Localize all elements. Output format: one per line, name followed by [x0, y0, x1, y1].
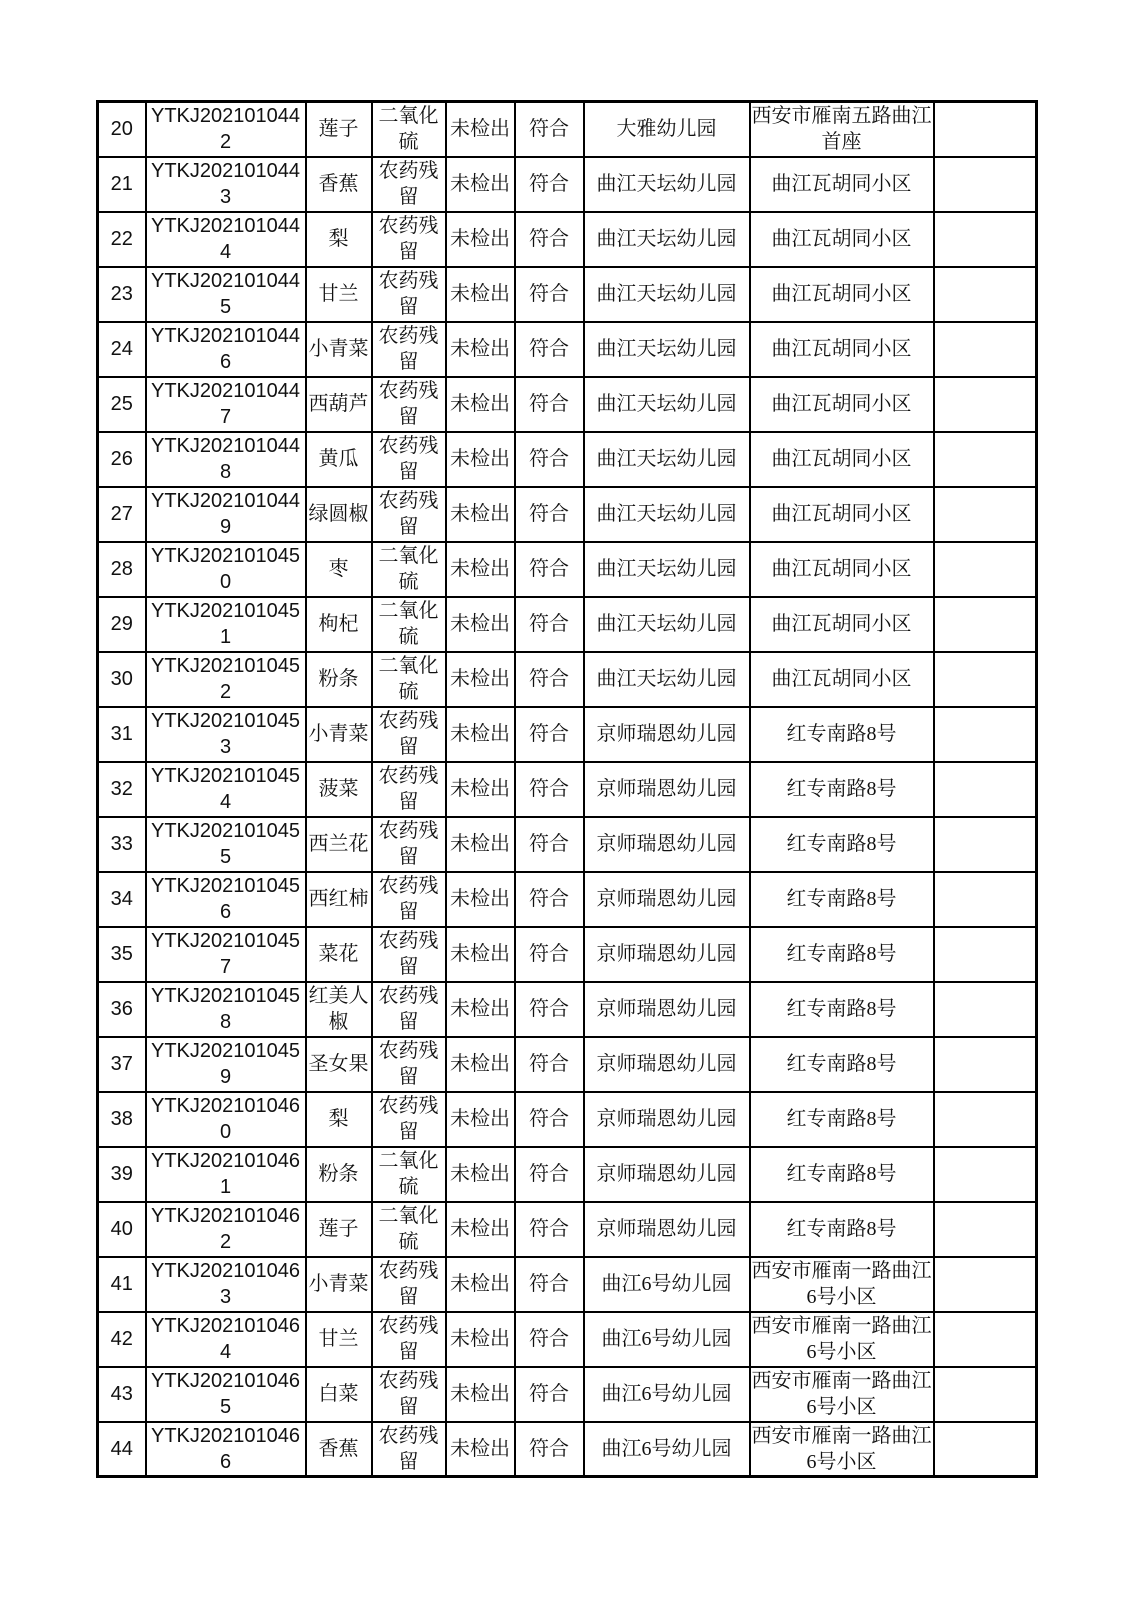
cell-facility-name: 曲江6号幼儿园: [584, 1257, 750, 1312]
cell-row-number: 41: [98, 1257, 146, 1312]
cell-test-result: 未检出: [446, 322, 515, 377]
cell-conclusion: 符合: [515, 212, 584, 267]
cell-sample-code: YTKJ2021010446: [146, 322, 306, 377]
cell-remark: [934, 1147, 1037, 1202]
cell-address: 曲江瓦胡同小区: [750, 377, 934, 432]
cell-test-result: 未检出: [446, 1092, 515, 1147]
table-row: [98, 322, 1037, 377]
cell-sample-name: 圣女果: [306, 1037, 372, 1092]
table-row: [98, 817, 1037, 872]
cell-sample-name: 小青菜: [306, 322, 372, 377]
cell-sample-name: 莲子: [306, 102, 372, 157]
cell-test-result: 未检出: [446, 1257, 515, 1312]
cell-sample-code: YTKJ2021010461: [146, 1147, 306, 1202]
cell-sample-name: 小青菜: [306, 707, 372, 762]
cell-sample-name: 小青菜: [306, 1257, 372, 1312]
cell-test-item: 农药残留: [372, 927, 446, 982]
cell-test-result: 未检出: [446, 817, 515, 872]
cell-row-number: 26: [98, 432, 146, 487]
cell-sample-name: 粉条: [306, 1147, 372, 1202]
cell-address: 曲江瓦胡同小区: [750, 542, 934, 597]
cell-test-item: 农药残留: [372, 762, 446, 817]
cell-sample-code: YTKJ2021010449: [146, 487, 306, 542]
cell-row-number: 24: [98, 322, 146, 377]
cell-test-result: 未检出: [446, 927, 515, 982]
cell-facility-name: 京师瑞恩幼儿园: [584, 982, 750, 1037]
cell-test-result: 未检出: [446, 487, 515, 542]
table-row: [98, 1037, 1037, 1092]
cell-address: 西安市雁南一路曲江6号小区: [750, 1312, 934, 1367]
cell-facility-name: 曲江天坛幼儿园: [584, 212, 750, 267]
cell-row-number: 34: [98, 872, 146, 927]
cell-sample-name: 枣: [306, 542, 372, 597]
table-row: [98, 157, 1037, 212]
cell-address: 红专南路8号: [750, 1202, 934, 1257]
cell-facility-name: 京师瑞恩幼儿园: [584, 1092, 750, 1147]
cell-sample-code: YTKJ2021010457: [146, 927, 306, 982]
cell-remark: [934, 927, 1037, 982]
cell-row-number: 20: [98, 102, 146, 157]
cell-facility-name: 京师瑞恩幼儿园: [584, 762, 750, 817]
cell-sample-code: YTKJ2021010466: [146, 1422, 306, 1477]
cell-sample-name: 红美人椒: [306, 982, 372, 1037]
cell-row-number: 42: [98, 1312, 146, 1367]
table-row: [98, 652, 1037, 707]
cell-address: 红专南路8号: [750, 1147, 934, 1202]
cell-test-item: 二氧化硫: [372, 652, 446, 707]
cell-sample-name: 西红柿: [306, 872, 372, 927]
cell-sample-name: 西葫芦: [306, 377, 372, 432]
cell-test-result: 未检出: [446, 1422, 515, 1477]
cell-test-item: 农药残留: [372, 982, 446, 1037]
cell-address: 西安市雁南一路曲江6号小区: [750, 1257, 934, 1312]
cell-address: 红专南路8号: [750, 762, 934, 817]
cell-address: 红专南路8号: [750, 1037, 934, 1092]
cell-address: 西安市雁南五路曲江首座: [750, 102, 934, 157]
cell-remark: [934, 542, 1037, 597]
cell-conclusion: 符合: [515, 157, 584, 212]
cell-sample-name: 绿圆椒: [306, 487, 372, 542]
cell-conclusion: 符合: [515, 652, 584, 707]
cell-conclusion: 符合: [515, 267, 584, 322]
cell-test-result: 未检出: [446, 267, 515, 322]
cell-address: 红专南路8号: [750, 1092, 934, 1147]
cell-test-item: 农药残留: [372, 1422, 446, 1477]
cell-conclusion: 符合: [515, 872, 584, 927]
cell-sample-name: 西兰花: [306, 817, 372, 872]
cell-facility-name: 曲江天坛幼儿园: [584, 597, 750, 652]
cell-row-number: 37: [98, 1037, 146, 1092]
cell-address: 曲江瓦胡同小区: [750, 212, 934, 267]
cell-sample-code: YTKJ2021010443: [146, 157, 306, 212]
cell-test-item: 农药残留: [372, 432, 446, 487]
cell-sample-name: 香蕉: [306, 157, 372, 212]
cell-sample-name: 枸杞: [306, 597, 372, 652]
cell-facility-name: 京师瑞恩幼儿园: [584, 707, 750, 762]
cell-test-result: 未检出: [446, 597, 515, 652]
cell-sample-code: YTKJ2021010460: [146, 1092, 306, 1147]
cell-row-number: 40: [98, 1202, 146, 1257]
cell-remark: [934, 1312, 1037, 1367]
cell-remark: [934, 1202, 1037, 1257]
cell-row-number: 21: [98, 157, 146, 212]
cell-sample-code: YTKJ2021010447: [146, 377, 306, 432]
table-row: [98, 597, 1037, 652]
cell-remark: [934, 1257, 1037, 1312]
cell-test-item: 农药残留: [372, 1367, 446, 1422]
cell-conclusion: 符合: [515, 707, 584, 762]
cell-sample-code: YTKJ2021010465: [146, 1367, 306, 1422]
cell-test-result: 未检出: [446, 1312, 515, 1367]
cell-sample-name: 粉条: [306, 652, 372, 707]
cell-sample-code: YTKJ2021010450: [146, 542, 306, 597]
cell-sample-code: YTKJ2021010445: [146, 267, 306, 322]
cell-conclusion: 符合: [515, 542, 584, 597]
cell-sample-code: YTKJ2021010455: [146, 817, 306, 872]
table-row: [98, 1422, 1037, 1477]
cell-sample-code: YTKJ2021010451: [146, 597, 306, 652]
cell-test-result: 未检出: [446, 1147, 515, 1202]
cell-conclusion: 符合: [515, 982, 584, 1037]
cell-test-result: 未检出: [446, 102, 515, 157]
cell-test-item: 农药残留: [372, 1092, 446, 1147]
cell-remark: [934, 1092, 1037, 1147]
cell-test-item: 农药残留: [372, 322, 446, 377]
cell-address: 红专南路8号: [750, 872, 934, 927]
cell-remark: [934, 1422, 1037, 1477]
cell-remark: [934, 157, 1037, 212]
cell-conclusion: 符合: [515, 1422, 584, 1477]
cell-test-item: 农药残留: [372, 212, 446, 267]
cell-row-number: 33: [98, 817, 146, 872]
cell-conclusion: 符合: [515, 817, 584, 872]
cell-test-result: 未检出: [446, 432, 515, 487]
cell-test-item: 农药残留: [372, 1312, 446, 1367]
cell-remark: [934, 762, 1037, 817]
cell-address: 西安市雁南一路曲江6号小区: [750, 1422, 934, 1477]
cell-row-number: 43: [98, 1367, 146, 1422]
cell-row-number: 25: [98, 377, 146, 432]
cell-facility-name: 京师瑞恩幼儿园: [584, 927, 750, 982]
cell-facility-name: 曲江天坛幼儿园: [584, 377, 750, 432]
table-row: [98, 1257, 1037, 1312]
table-row: [98, 542, 1037, 597]
cell-address: 曲江瓦胡同小区: [750, 597, 934, 652]
cell-facility-name: 曲江天坛幼儿园: [584, 322, 750, 377]
cell-facility-name: 曲江天坛幼儿园: [584, 267, 750, 322]
cell-test-result: 未检出: [446, 707, 515, 762]
cell-remark: [934, 982, 1037, 1037]
cell-address: 红专南路8号: [750, 707, 934, 762]
cell-conclusion: 符合: [515, 1367, 584, 1422]
cell-facility-name: 京师瑞恩幼儿园: [584, 1147, 750, 1202]
cell-row-number: 35: [98, 927, 146, 982]
cell-address: 红专南路8号: [750, 982, 934, 1037]
table-row: [98, 762, 1037, 817]
cell-sample-name: 莲子: [306, 1202, 372, 1257]
cell-remark: [934, 707, 1037, 762]
cell-sample-name: 甘兰: [306, 1312, 372, 1367]
cell-remark: [934, 872, 1037, 927]
cell-remark: [934, 487, 1037, 542]
cell-conclusion: 符合: [515, 1037, 584, 1092]
cell-facility-name: 曲江6号幼儿园: [584, 1422, 750, 1477]
cell-test-result: 未检出: [446, 762, 515, 817]
cell-sample-code: YTKJ2021010454: [146, 762, 306, 817]
cell-row-number: 38: [98, 1092, 146, 1147]
table-row: [98, 432, 1037, 487]
cell-facility-name: 曲江6号幼儿园: [584, 1312, 750, 1367]
table-row: [98, 927, 1037, 982]
cell-remark: [934, 1037, 1037, 1092]
inspection-results-table: [96, 100, 1038, 1478]
table-row: [98, 377, 1037, 432]
table-row: [98, 212, 1037, 267]
cell-remark: [934, 267, 1037, 322]
cell-row-number: 27: [98, 487, 146, 542]
cell-test-item: 二氧化硫: [372, 1147, 446, 1202]
table-row: [98, 267, 1037, 322]
cell-sample-code: YTKJ2021010452: [146, 652, 306, 707]
cell-test-result: 未检出: [446, 872, 515, 927]
table-row: [98, 872, 1037, 927]
cell-sample-code: YTKJ2021010448: [146, 432, 306, 487]
cell-conclusion: 符合: [515, 1202, 584, 1257]
cell-test-item: 二氧化硫: [372, 597, 446, 652]
cell-conclusion: 符合: [515, 322, 584, 377]
cell-remark: [934, 652, 1037, 707]
cell-conclusion: 符合: [515, 597, 584, 652]
cell-address: 西安市雁南一路曲江6号小区: [750, 1367, 934, 1422]
cell-row-number: 44: [98, 1422, 146, 1477]
table-row: [98, 1312, 1037, 1367]
cell-sample-name: 梨: [306, 212, 372, 267]
cell-conclusion: 符合: [515, 927, 584, 982]
cell-sample-code: YTKJ2021010458: [146, 982, 306, 1037]
cell-address: 曲江瓦胡同小区: [750, 267, 934, 322]
cell-row-number: 30: [98, 652, 146, 707]
cell-test-result: 未检出: [446, 1202, 515, 1257]
cell-conclusion: 符合: [515, 1312, 584, 1367]
cell-test-result: 未检出: [446, 212, 515, 267]
cell-test-result: 未检出: [446, 1367, 515, 1422]
cell-sample-code: YTKJ2021010453: [146, 707, 306, 762]
cell-test-result: 未检出: [446, 982, 515, 1037]
cell-test-result: 未检出: [446, 1037, 515, 1092]
cell-facility-name: 京师瑞恩幼儿园: [584, 872, 750, 927]
table-row: [98, 102, 1037, 157]
cell-test-item: 农药残留: [372, 1037, 446, 1092]
cell-test-item: 农药残留: [372, 872, 446, 927]
cell-remark: [934, 322, 1037, 377]
cell-remark: [934, 1367, 1037, 1422]
cell-remark: [934, 432, 1037, 487]
cell-test-result: 未检出: [446, 377, 515, 432]
table-row: [98, 1202, 1037, 1257]
cell-test-item: 农药残留: [372, 157, 446, 212]
cell-conclusion: 符合: [515, 1257, 584, 1312]
cell-sample-code: YTKJ2021010464: [146, 1312, 306, 1367]
cell-test-item: 农药残留: [372, 817, 446, 872]
cell-remark: [934, 212, 1037, 267]
table-row: [98, 982, 1037, 1037]
cell-test-item: 农药残留: [372, 707, 446, 762]
cell-remark: [934, 377, 1037, 432]
cell-address: 曲江瓦胡同小区: [750, 322, 934, 377]
cell-row-number: 29: [98, 597, 146, 652]
cell-facility-name: 京师瑞恩幼儿园: [584, 817, 750, 872]
cell-address: 曲江瓦胡同小区: [750, 157, 934, 212]
cell-address: 曲江瓦胡同小区: [750, 652, 934, 707]
cell-test-item: 农药残留: [372, 1257, 446, 1312]
cell-remark: [934, 817, 1037, 872]
table-row: [98, 1147, 1037, 1202]
cell-sample-code: YTKJ2021010463: [146, 1257, 306, 1312]
table-row: [98, 707, 1037, 762]
cell-test-item: 二氧化硫: [372, 102, 446, 157]
cell-conclusion: 符合: [515, 377, 584, 432]
cell-conclusion: 符合: [515, 487, 584, 542]
cell-sample-name: 菠菜: [306, 762, 372, 817]
cell-facility-name: 曲江天坛幼儿园: [584, 542, 750, 597]
cell-row-number: 39: [98, 1147, 146, 1202]
cell-conclusion: 符合: [515, 1147, 584, 1202]
cell-test-result: 未检出: [446, 652, 515, 707]
cell-remark: [934, 597, 1037, 652]
cell-test-item: 二氧化硫: [372, 1202, 446, 1257]
cell-row-number: 28: [98, 542, 146, 597]
cell-row-number: 23: [98, 267, 146, 322]
cell-facility-name: 曲江天坛幼儿园: [584, 487, 750, 542]
cell-facility-name: 曲江天坛幼儿园: [584, 432, 750, 487]
cell-facility-name: 曲江6号幼儿园: [584, 1367, 750, 1422]
cell-sample-name: 菜花: [306, 927, 372, 982]
cell-test-item: 农药残留: [372, 267, 446, 322]
cell-sample-name: 白菜: [306, 1367, 372, 1422]
cell-row-number: 22: [98, 212, 146, 267]
cell-test-result: 未检出: [446, 542, 515, 597]
cell-conclusion: 符合: [515, 1092, 584, 1147]
table-row: [98, 487, 1037, 542]
cell-address: 红专南路8号: [750, 927, 934, 982]
cell-sample-code: YTKJ2021010462: [146, 1202, 306, 1257]
cell-test-item: 农药残留: [372, 377, 446, 432]
cell-address: 红专南路8号: [750, 817, 934, 872]
cell-test-result: 未检出: [446, 157, 515, 212]
cell-row-number: 31: [98, 707, 146, 762]
cell-sample-name: 香蕉: [306, 1422, 372, 1477]
cell-sample-name: 黄瓜: [306, 432, 372, 487]
cell-sample-code: YTKJ2021010444: [146, 212, 306, 267]
cell-sample-name: 甘兰: [306, 267, 372, 322]
table-row: [98, 1092, 1037, 1147]
cell-sample-name: 梨: [306, 1092, 372, 1147]
table-row: [98, 1367, 1037, 1422]
cell-address: 曲江瓦胡同小区: [750, 487, 934, 542]
cell-remark: [934, 102, 1037, 157]
cell-conclusion: 符合: [515, 762, 584, 817]
cell-facility-name: 大雅幼儿园: [584, 102, 750, 157]
cell-test-item: 二氧化硫: [372, 542, 446, 597]
cell-address: 曲江瓦胡同小区: [750, 432, 934, 487]
cell-row-number: 36: [98, 982, 146, 1037]
cell-sample-code: YTKJ2021010442: [146, 102, 306, 157]
table-body: [98, 102, 1037, 1477]
cell-facility-name: 京师瑞恩幼儿园: [584, 1037, 750, 1092]
cell-conclusion: 符合: [515, 102, 584, 157]
cell-sample-code: YTKJ2021010456: [146, 872, 306, 927]
cell-facility-name: 曲江天坛幼儿园: [584, 157, 750, 212]
cell-facility-name: 京师瑞恩幼儿园: [584, 1202, 750, 1257]
cell-row-number: 32: [98, 762, 146, 817]
cell-facility-name: 曲江天坛幼儿园: [584, 652, 750, 707]
cell-sample-code: YTKJ2021010459: [146, 1037, 306, 1092]
cell-test-item: 农药残留: [372, 487, 446, 542]
cell-conclusion: 符合: [515, 432, 584, 487]
